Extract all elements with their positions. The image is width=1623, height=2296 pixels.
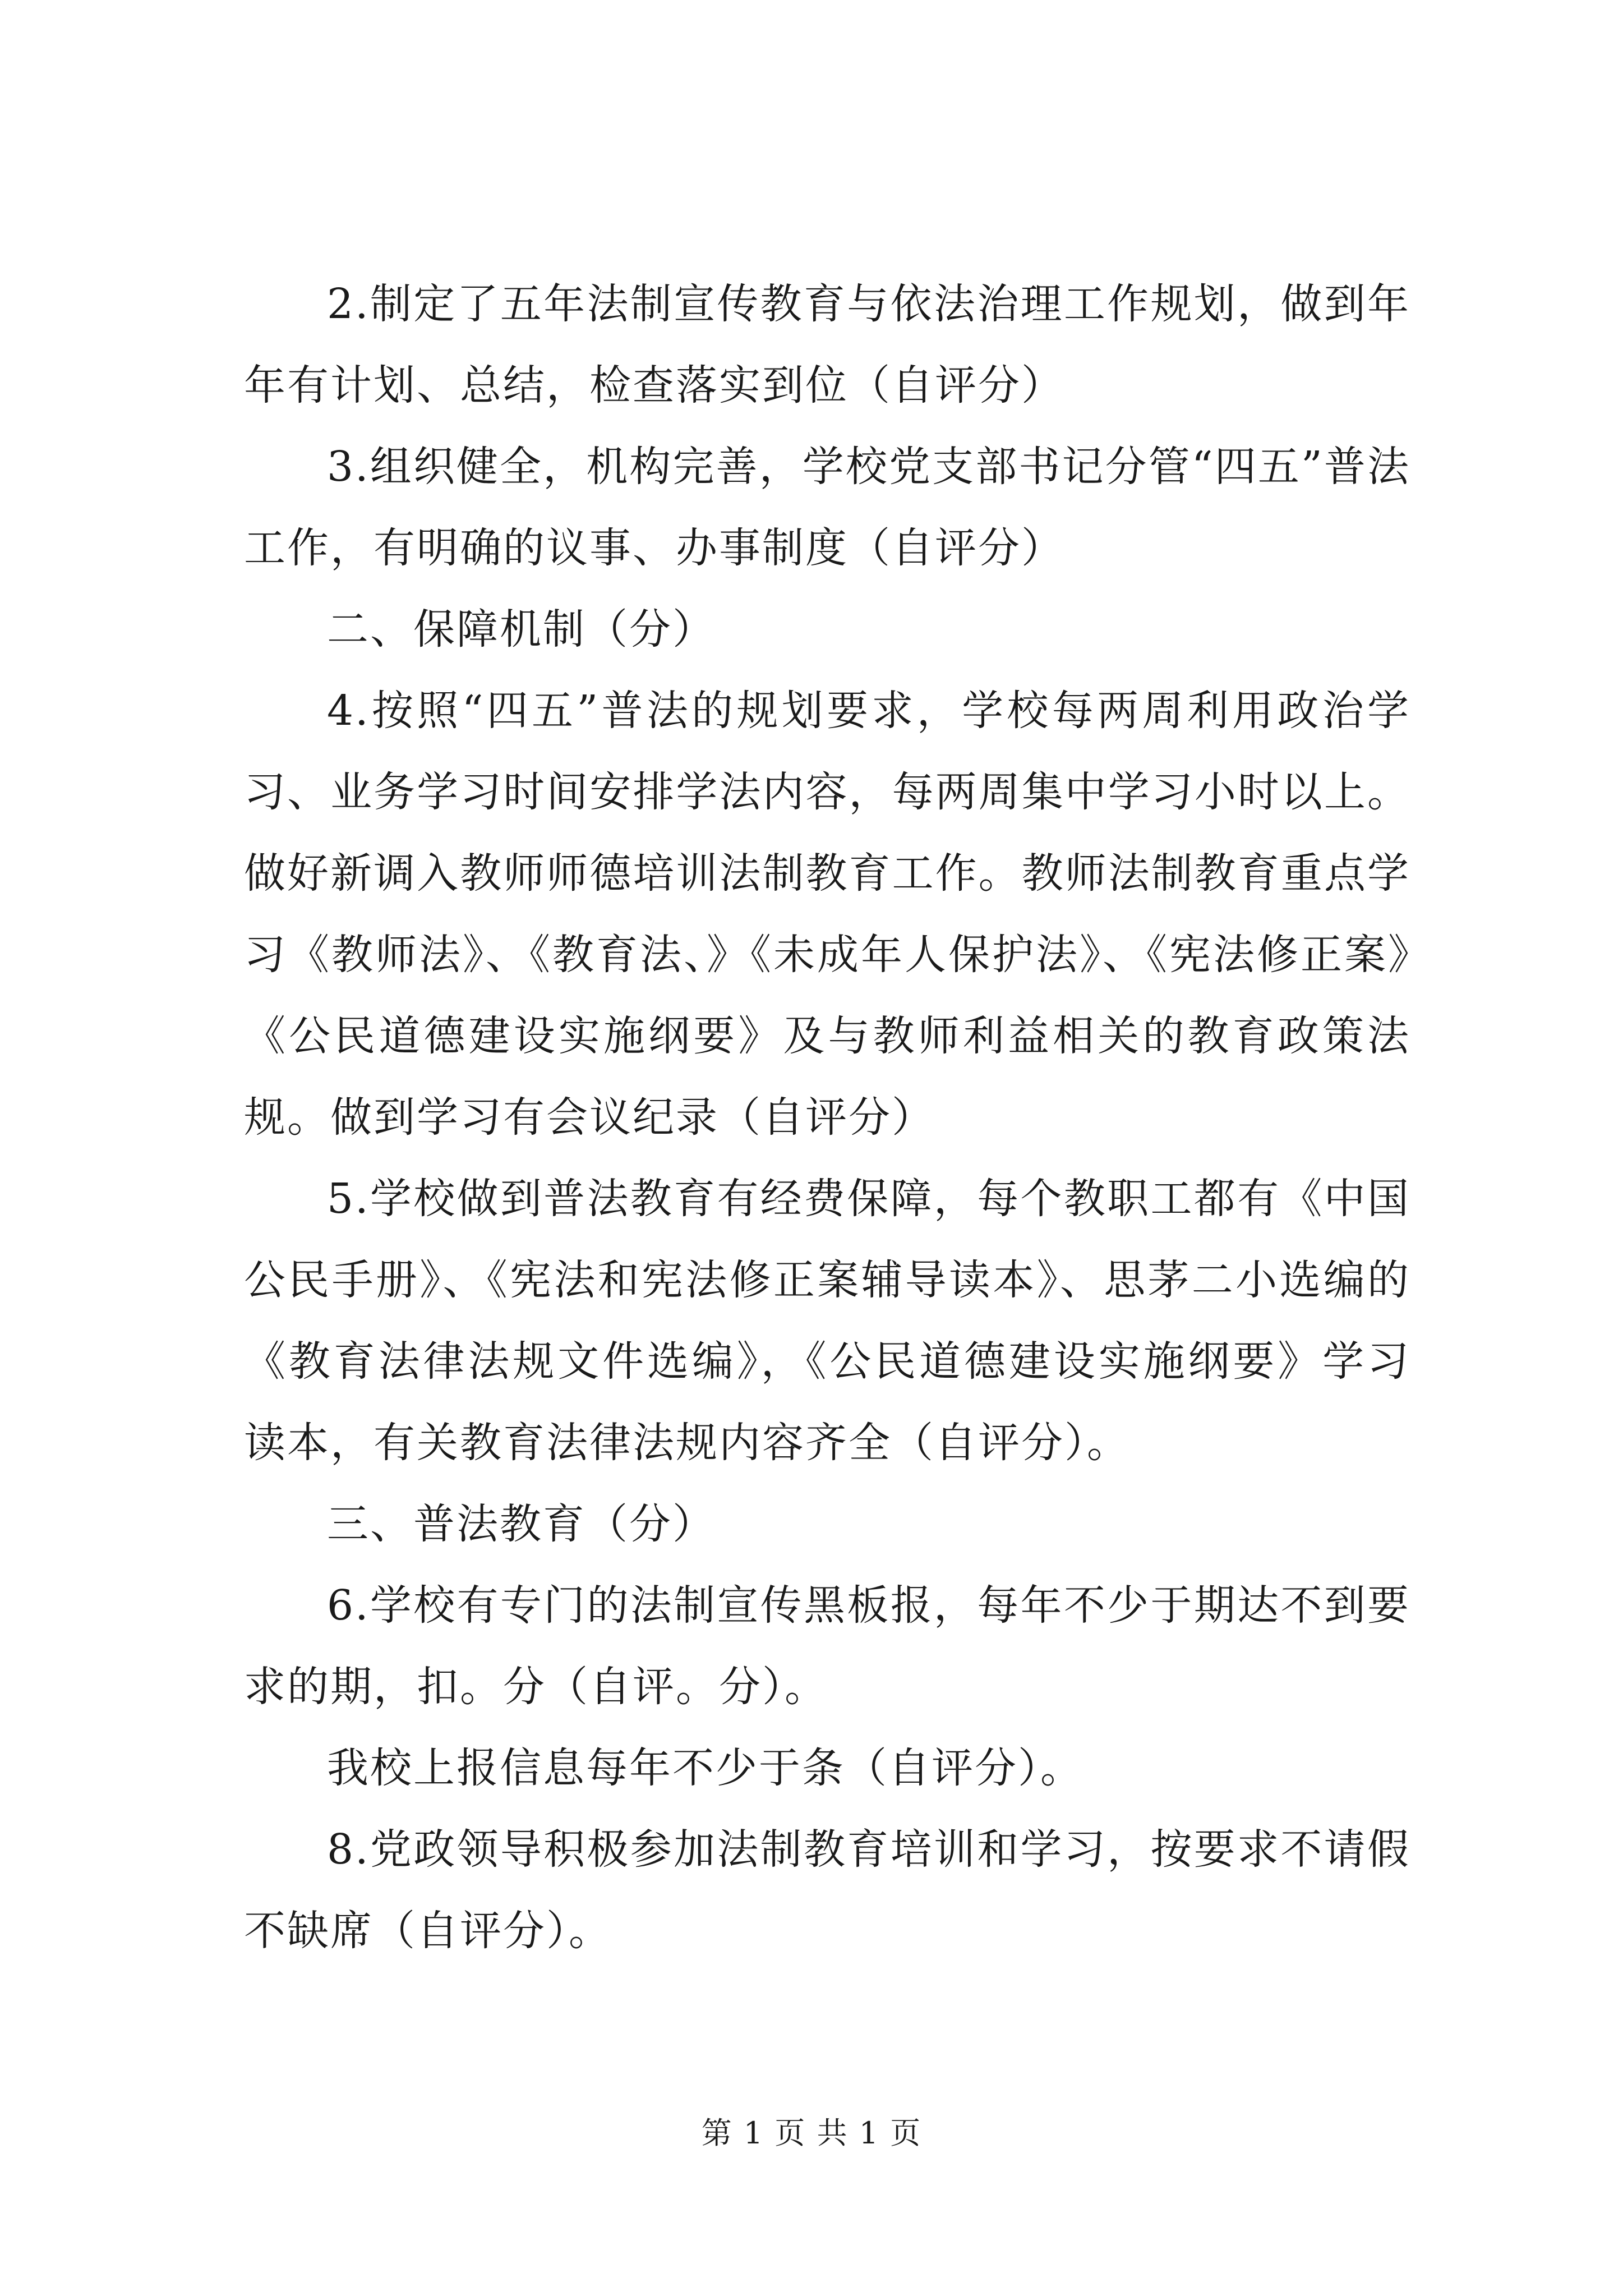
section-heading-guarantee: 二、保障机制（分） — [327, 605, 716, 654]
paragraph-item-6: 6.学校有专门的法制宣传黑板报，每年不少于期达不到要求的期，扣。分（自评。分）。 — [244, 1581, 1410, 1711]
paragraph-item-4: 4.按照“四五”普法的规划要求，学校每两周利用政治学习、业务学习时间安排学法内容，每两周集中学习小时以上。做好新调入教师师德培训法制教育工作。教师法制教育重点学习《教师法》、《教育法、》《未成年人保护法》、《宪法修正案》《公民道德建设实施纲要》及与教师利益相关的教育政策法规。做到学习有会议纪录（自评分） — [244, 687, 1410, 1142]
section-heading-education: 三、普法教育（分） — [327, 1500, 716, 1548]
paragraph-item-7: 我校上报信息每年不少于条（自评分）。 — [327, 1744, 1083, 1792]
paragraph-item-5: 5.学校做到普法教育有经费保障，每个教职工都有《中国公民手册》、《宪法和宪法修正案辅导读本》、思茅二小选编的《教育法律法规文件选编》，《公民道德建设实施纲要》学习读本，有关教育法律法规内容齐全（自评分）。 — [244, 1175, 1410, 1467]
document-body — [244, 264, 1410, 1972]
paragraph-item-8: 8.党政领导积极参加法制教育培训和学习，按要求不请假不缺席（自评分）。 — [244, 1825, 1410, 1955]
page-footer: 第 1 页 共 1 页 — [701, 2115, 922, 2151]
paragraph-item-3: 3.组织健全，机构完善，学校党支部书记分管“四五”普法工作，有明确的议事、办事制度（自评分） — [244, 443, 1410, 572]
paragraph-item-2: 2.制定了五年法制宣传教育与依法治理工作规划，做到年年有计划、总结，检查落实到位（自评分） — [244, 280, 1410, 409]
